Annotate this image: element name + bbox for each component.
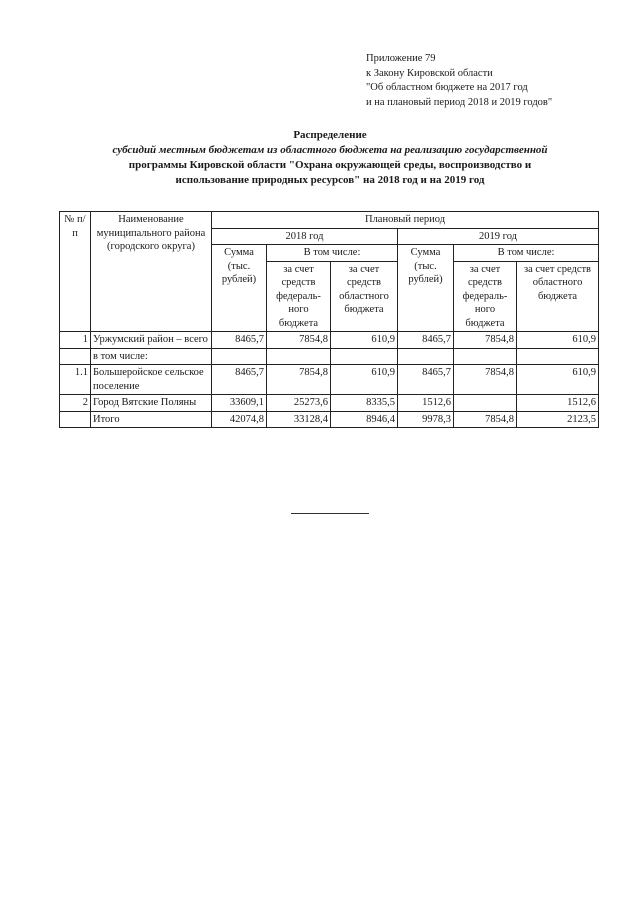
cell-sum-2018: 42074,8 xyxy=(212,411,267,428)
cell-name: Большеройское сельское поселение xyxy=(91,365,212,395)
cell-reg-2018 xyxy=(331,348,398,365)
cell-fed-2018: 7854,8 xyxy=(267,332,331,349)
cell-fed-2018: 33128,4 xyxy=(267,411,331,428)
appendix-line: к Закону Кировской области xyxy=(366,67,493,79)
cell-fed-2018 xyxy=(267,348,331,365)
header-incl-2019: В том числе: xyxy=(454,245,599,262)
cell-reg-2019: 2123,5 xyxy=(517,411,599,428)
appendix-line: "Об областном бюджете на 2017 год xyxy=(366,82,528,93)
header-no: № п/п xyxy=(60,212,91,332)
cell-reg-2019 xyxy=(517,348,599,365)
cell-sum-2018: 8465,7 xyxy=(212,365,267,395)
cell-sum-2019: 8465,7 xyxy=(398,365,454,395)
table-row xyxy=(60,365,599,395)
appendix-line: Приложение 79 xyxy=(366,53,436,64)
cell-sum-2019: 8465,7 xyxy=(398,332,454,349)
heading-line: программы Кировской области "Охрана окружающей среды, воспроизводство и xyxy=(128,159,532,171)
cell-reg-2019: 1512,6 xyxy=(517,395,599,412)
header-fed-2018: за счет средств федераль-ного бюджета xyxy=(267,261,331,332)
appendix-block xyxy=(366,52,552,110)
cell-name: Итого xyxy=(91,411,212,428)
heading-line: субсидий местным бюджетам из областного бюджета на реализацию государственной xyxy=(112,144,548,156)
header-name: Наименование муниципального района (городского округа) xyxy=(91,212,212,332)
cell-fed-2019: 7854,8 xyxy=(454,365,517,395)
header-2019: 2019 год xyxy=(398,228,599,245)
cell-reg-2018: 8946,4 xyxy=(331,411,398,428)
document-heading xyxy=(60,128,600,188)
table-row xyxy=(60,348,599,365)
cell-fed-2018: 7854,8 xyxy=(267,365,331,395)
cell-sum-2018: 33609,1 xyxy=(212,395,267,412)
cell-reg-2018: 8335,5 xyxy=(331,395,398,412)
cell-fed-2019 xyxy=(454,348,517,365)
cell-reg-2018: 610,9 xyxy=(331,332,398,349)
header-incl-2018: В том числе: xyxy=(267,245,398,262)
subsidy-table xyxy=(59,211,599,428)
closing-rule xyxy=(291,513,369,514)
heading-title: Распределение xyxy=(293,129,367,141)
cell-no: 2 xyxy=(60,395,91,412)
cell-name: Уржумский район – всего xyxy=(91,332,212,349)
cell-name: в том числе: xyxy=(91,348,212,365)
table-row xyxy=(60,332,599,349)
cell-no xyxy=(60,411,91,428)
cell-no: 1 xyxy=(60,332,91,349)
cell-sum-2019: 9978,3 xyxy=(398,411,454,428)
header-2018: 2018 год xyxy=(212,228,398,245)
header-sum-2019: Сумма (тыс. рублей) xyxy=(398,245,454,332)
table-row xyxy=(60,395,599,412)
cell-no: 1.1 xyxy=(60,365,91,395)
cell-reg-2019: 610,9 xyxy=(517,365,599,395)
appendix-line: и на плановый период 2018 и 2019 годов" xyxy=(366,96,553,108)
heading-line: использование природных ресурсов" на 2018 год и на 2019 год xyxy=(175,174,485,186)
cell-sum-2018 xyxy=(212,348,267,365)
cell-fed-2019 xyxy=(454,395,517,412)
cell-fed-2019: 7854,8 xyxy=(454,411,517,428)
header-sum-2018: Сумма (тыс. рублей) xyxy=(212,245,267,332)
cell-name: Город Вятские Поляны xyxy=(91,395,212,412)
cell-reg-2018: 610,9 xyxy=(331,365,398,395)
header-fed-2019: за счет средств федераль-ного бюджета xyxy=(454,261,517,332)
cell-no xyxy=(60,348,91,365)
header-reg-2018: за счет средств областного бюджета xyxy=(331,261,398,332)
cell-sum-2019: 1512,6 xyxy=(398,395,454,412)
cell-reg-2019: 610,9 xyxy=(517,332,599,349)
cell-sum-2018: 8465,7 xyxy=(212,332,267,349)
cell-fed-2019: 7854,8 xyxy=(454,332,517,349)
cell-sum-2019 xyxy=(398,348,454,365)
header-period: Плановый период xyxy=(212,212,599,229)
header-reg-2019: за счет средств областного бюджета xyxy=(517,261,599,332)
cell-fed-2018: 25273,6 xyxy=(267,395,331,412)
table-total-row xyxy=(60,411,599,428)
